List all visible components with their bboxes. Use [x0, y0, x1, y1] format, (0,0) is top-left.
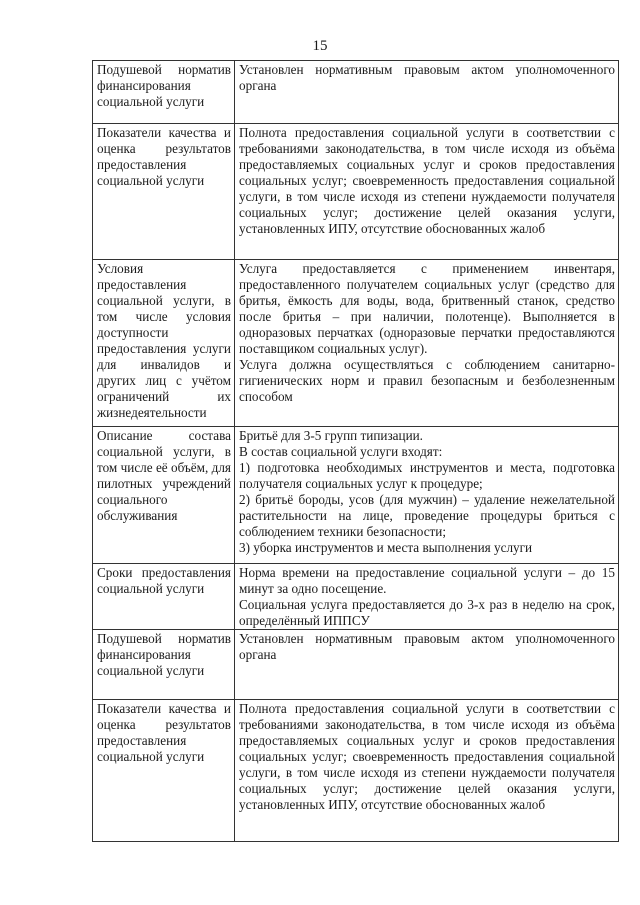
content-paragraph: Услуга предоставляется с применением инвентаря, предоставленного получателем социальных услуг (средство для бритья, ёмкость для воды, вода, бритвенный станок, средство после бритья – при наличии, полотенце). Выполняется в одноразовых перчатках (одноразовые перчатки предоставляются поставщиком социальных услуг).: [239, 261, 615, 356]
row-content: [235, 260, 619, 427]
table-row: [93, 260, 619, 427]
row-content: [235, 564, 619, 630]
table-row: [93, 124, 619, 260]
content-paragraph: Социальная услуга предоставляется до 3-х раз в неделю на срок, определённый ИППСУ: [239, 597, 615, 628]
row-label: Сроки предоставления социальной услуги: [93, 564, 235, 630]
page-number: 15: [312, 38, 328, 54]
content-paragraph: Норма времени на предоставление социальной услуги – до 15 минут за одно посещение.: [239, 565, 615, 596]
table-row: [93, 700, 619, 842]
row-content: [235, 61, 619, 124]
row-content: [235, 630, 619, 700]
service-standard-table: [92, 60, 619, 842]
row-label: Подушевой норматив финансирования социальной услуги: [93, 61, 235, 124]
content-paragraph: Полнота предоставления социальной услуги в соответствии с требованиями законодательства, в том числе исходя из объёма предоставляемых социальных услуг и сроков предоставления социальных услуг; своевременность предоставления социальной услуги, в том числе исходя из степени нуждаемости получателя социальных услуг; достижение целей оказания услуги, установленных ИПУ, отсутствие обоснованных жалоб: [239, 701, 615, 812]
row-label: Описание состава социальной услуги, в том числе её объём, для пилотных учреждений социального обслуживания: [93, 427, 235, 564]
row-label: Показатели качества и оценка результатов предоставления социальной услуги: [93, 124, 235, 260]
content-paragraph: 2) бритьё бороды, усов (для мужчин) – удаление нежелательной растительности на лице, проведение процедуры бриться с соблюдением техники безопасности;: [239, 492, 615, 539]
content-paragraph: Установлен нормативным правовым актом уполномоченного органа: [239, 62, 615, 93]
content-paragraph: Полнота предоставления социальной услуги в соответствии с требованиями законодательства, в том числе исходя из объёма предоставляемых социальных услуг и сроков предоставления социальных услуг; своевременность предоставления социальной услуги, в том числе исходя из степени нуждаемости получателя социальных услуг; достижение целей оказания услуги, установленных ИПУ, отсутствие обоснованных жалоб: [239, 125, 615, 236]
row-content: [235, 427, 619, 564]
row-label: Условия предоставления социальной услуги, в том числе условия доступности предоставления услуги для инвалидов и других лиц с учётом ограничений их жизнедеятельности: [93, 260, 235, 427]
row-content: [235, 700, 619, 842]
table-row: [93, 427, 619, 564]
content-paragraph: Установлен нормативным правовым актом уполномоченного органа: [239, 631, 615, 662]
table-row: [93, 61, 619, 124]
content-paragraph: В состав социальной услуги входят:: [239, 444, 443, 459]
row-label: Показатели качества и оценка результатов предоставления социальной услуги: [93, 700, 235, 842]
content-paragraph: Услуга должна осуществляться с соблюдением санитарно-гигиенических норм и правил безопасным и безболезненным способом: [239, 357, 615, 404]
content-paragraph: Бритьё для 3-5 групп типизации.: [239, 428, 423, 443]
table-row: [93, 564, 619, 630]
row-content: [235, 124, 619, 260]
table-row: [93, 630, 619, 700]
content-paragraph: 3) уборка инструментов и места выполнения услуги: [239, 540, 533, 555]
content-paragraph: 1) подготовка необходимых инструментов и места, подготовка получателя социальных услуг к процедуре;: [239, 460, 615, 491]
row-label: Подушевой норматив финансирования социальной услуги: [93, 630, 235, 700]
